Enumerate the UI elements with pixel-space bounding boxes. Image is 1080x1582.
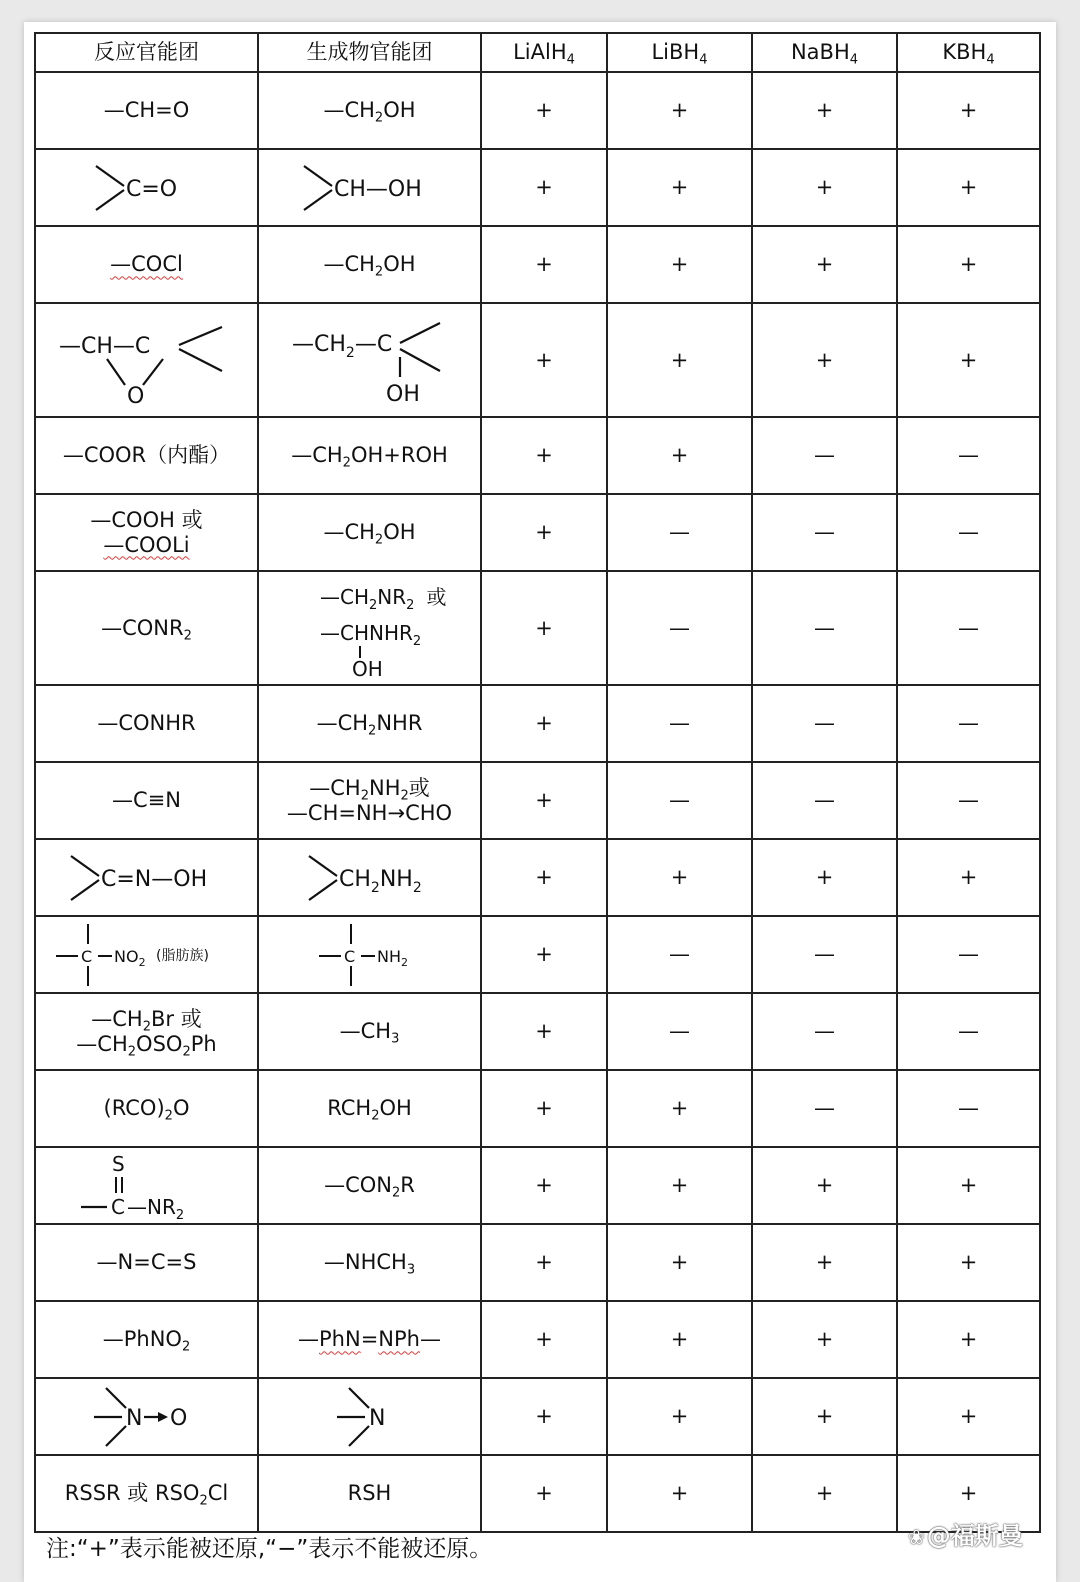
hydroxy-oh: OH [385,382,420,407]
thioamide-group: $—NR_2$ [126,1194,184,1223]
amine-line-1: $—CH_2NR_2$ 或 [319,585,446,613]
reactant-formula: —C≡N [112,788,181,813]
not-reducible-mark: — [897,571,1040,685]
reducible-mark: + [752,226,897,303]
hydroxy-ch2: $—CH_2—C$ [291,332,392,361]
header-reactant [35,33,258,72]
not-reducible-mark: — [607,685,752,762]
reactant-cell [35,1147,258,1224]
product-cell [258,571,481,685]
reactant-cell [35,993,258,1070]
header-subscript: 4 [849,52,859,68]
header-label: LiAlH [513,40,567,65]
reducible-mark: + [897,303,1040,417]
product-formula: $—CH_2OH$ [323,98,416,126]
table-row [35,1301,1040,1378]
reactant-line: $—CH_2OSO_2Ph$ [76,1031,217,1060]
product-formula: $RCH_2OH$ [327,1096,412,1124]
product-cell [258,1147,481,1224]
product-formula: $—CH_2OH$ [323,520,416,548]
reactant-formula: —CH=O [103,98,190,123]
n-oxide-structure [92,1384,202,1450]
reducible-mark: + [607,1147,752,1224]
not-reducible-mark: — [752,1070,897,1147]
header-label: 反应官能团 [94,40,199,65]
product-cell [258,417,481,494]
reactant-formula: $(RCO)_2O$ [103,1096,190,1124]
thioamide-structure [77,1151,217,1221]
watermark [908,1516,1023,1551]
header-kbh4 [897,33,1040,72]
reducible-mark: + [481,685,607,762]
product-cell [258,1455,481,1532]
amine-line-2: $—CHNHR_2$ [319,621,421,649]
not-reducible-mark: — [607,916,752,993]
thioamide-carbon: C [110,1194,125,1219]
reducible-mark: + [897,149,1040,226]
reducible-mark: + [481,1070,607,1147]
reactant-cell [35,303,258,417]
reducible-mark: + [481,916,607,993]
reducible-mark: + [897,1378,1040,1455]
not-reducible-mark: — [897,916,1040,993]
amine-c-carbon: C [343,946,355,966]
table-row [35,72,1040,149]
reactant-formula: —COCl [110,252,183,277]
epoxide-label: —CH—C [58,334,150,359]
product-cell [258,72,481,149]
reducible-mark: + [607,1224,752,1301]
reactant-formula: RSSR 或 $RSO_2Cl$ [64,1481,229,1509]
epoxide-structure [57,315,237,409]
table-row [35,1070,1040,1147]
product-formula: $—CH_2OH+ROH$ [291,443,448,471]
table-row [35,494,1040,571]
table-row [35,571,1040,685]
not-reducible-mark: — [752,571,897,685]
reducible-mark: + [607,1301,752,1378]
reducible-mark: + [752,149,897,226]
amine-c-group: $NH_2$ [376,946,408,969]
nitro-structure [52,920,242,990]
reducible-mark: + [481,494,607,571]
product-line: —CH=NH→CHO [286,800,453,825]
table-row [35,839,1040,916]
product-line: $—CH_2NH_2$或 [309,776,430,804]
oxime-structure [67,850,227,906]
amine-n-nitrogen: N [368,1405,385,1431]
table-row [35,993,1040,1070]
reducible-mark: + [607,1455,752,1532]
watermark-text: @福斯曼 [926,1522,1023,1550]
reactant-line: $—CH_2Br$ 或 [91,1007,202,1035]
reducible-mark: + [607,149,752,226]
thioamide-sulfur: S [111,1151,125,1176]
reducible-mark: + [481,993,607,1070]
amine-n-structure [335,1384,405,1450]
reactant-cell [35,149,258,226]
reactant-cell [35,762,258,839]
reducible-mark: + [752,1301,897,1378]
not-reducible-mark: — [752,762,897,839]
product-cell [258,839,481,916]
header-subscript: 4 [699,52,708,68]
footnote: 注:“+”表示能被还原,“−”表示不能被还原。 [46,1536,493,1562]
reactant-cell [35,226,258,303]
reactant-cell [35,916,258,993]
reactant-formula: $—CONR_2$ [101,615,192,644]
not-reducible-mark: — [897,1070,1040,1147]
header-label: 生成物官能团 [306,40,433,65]
reactant-cell [35,1378,258,1455]
header-subscript: 4 [566,52,575,68]
not-reducible-mark: — [752,993,897,1070]
hydroxy-structure [290,315,450,405]
primary-amine-structure [305,850,435,906]
not-reducible-mark: — [897,762,1040,839]
reactant-cell [35,571,258,685]
table-row [35,1147,1040,1224]
product-formula: —PhN=NPh— [298,1327,441,1352]
not-reducible-mark: — [607,571,752,685]
reactant-cell [35,417,258,494]
header-label: LiBH [651,40,700,65]
reactant-formula: —PhNO$_2$ [102,1327,191,1355]
product-formula: $—CH_2OH$ [323,252,416,280]
epoxide-oxygen: O [126,384,144,409]
reducible-mark: + [481,571,607,685]
ketone-label: C=O [125,176,177,202]
nitro-group: $NO_2$ [113,946,146,969]
header-row [35,33,1040,72]
table-row [35,149,1040,226]
header-label: NaBH [790,40,850,65]
product-cell [258,303,481,417]
reducible-mark: + [897,1147,1040,1224]
reducible-mark: + [897,839,1040,916]
product-cell [258,149,481,226]
alcohol-label: CH—OH [333,176,422,202]
table-row [35,1224,1040,1301]
amine-oh: OH [351,657,383,681]
n-oxide-nitrogen: N [125,1405,142,1431]
product-cell [258,762,481,839]
reducible-mark: + [481,1301,607,1378]
ketone-structure [92,160,202,216]
primary-amine-label: $CH_2NH_2$ [338,866,422,896]
reactant-line: —COOH 或 [90,508,203,533]
reducible-mark: + [607,303,752,417]
reducible-mark: + [607,72,752,149]
reactant-cell [35,494,258,571]
reducible-mark: + [752,72,897,149]
reducible-mark: + [752,1378,897,1455]
not-reducible-mark: — [607,993,752,1070]
amine-structure [280,578,460,681]
not-reducible-mark: — [752,685,897,762]
product-cell [258,1301,481,1378]
reducible-mark: + [607,839,752,916]
product-formula: $—CH_3$ [339,1019,400,1047]
reactant-cell [35,1301,258,1378]
not-reducible-mark: — [897,494,1040,571]
reactant-cell [35,1455,258,1532]
reducible-mark: + [607,417,752,494]
reducible-mark: + [897,1301,1040,1378]
header-subscript: 4 [986,52,995,68]
n-oxide-oxygen: O [169,1405,187,1431]
product-cell [258,993,481,1070]
reducible-mark: + [481,1147,607,1224]
reducible-mark: + [752,303,897,417]
product-cell [258,226,481,303]
reducible-mark: + [481,149,607,226]
product-cell [258,494,481,571]
reducible-mark: + [481,1455,607,1532]
product-cell [258,685,481,762]
reducible-mark: + [607,226,752,303]
reactant-cell [35,685,258,762]
reactant-line: —COOLi [103,532,190,557]
nitro-note: (脂肪族) [155,947,209,964]
header-product [258,33,481,72]
oxime-label: C=N—OH [100,866,207,892]
reducible-mark: + [481,762,607,839]
reduction-table [34,32,1041,1533]
header-label: KBH [942,40,987,65]
reducible-mark: + [481,1378,607,1455]
table-row [35,226,1040,303]
not-reducible-mark: — [607,494,752,571]
header-libh4 [607,33,752,72]
reducible-mark: + [481,226,607,303]
reducible-mark: + [481,839,607,916]
not-reducible-mark: — [752,916,897,993]
reducible-mark: + [481,303,607,417]
reducible-mark: + [481,1224,607,1301]
not-reducible-mark: — [752,417,897,494]
reactant-cell [35,72,258,149]
product-cell [258,1224,481,1301]
reducible-mark: + [607,1070,752,1147]
reactant-cell [35,1224,258,1301]
reducible-mark: + [897,1455,1040,1532]
alcohol-structure [300,160,440,216]
not-reducible-mark: — [752,494,897,571]
table-row [35,303,1040,417]
product-cell [258,1070,481,1147]
nitro-carbon: C [80,946,92,966]
table-row [35,417,1040,494]
reducible-mark: + [752,839,897,916]
reactant-cell [35,839,258,916]
not-reducible-mark: — [897,417,1040,494]
reactant-formula: —N=C=S [96,1250,197,1275]
reducible-mark: + [607,1378,752,1455]
product-formula: $—CON_2R$ [324,1173,415,1201]
table-row [35,1455,1040,1532]
product-cell [258,1378,481,1455]
reducible-mark: + [481,72,607,149]
reducible-mark: + [752,1147,897,1224]
product-formula: RSH [347,1481,392,1506]
product-formula: $—CH_2NHR$ [316,711,423,739]
product-formula: $—NHCH_3$ [323,1250,416,1278]
reactant-cell [35,1070,258,1147]
reducible-mark: + [897,226,1040,303]
table-row [35,916,1040,993]
reducible-mark: + [897,1224,1040,1301]
reducible-mark: + [481,417,607,494]
reducible-mark: + [752,1224,897,1301]
product-cell [258,916,481,993]
paw-print-icon: ❀ [908,1525,925,1549]
not-reducible-mark: — [607,762,752,839]
reactant-formula: —CONHR [97,711,196,736]
reducible-mark: + [897,72,1040,149]
table-row [35,685,1040,762]
reducible-mark: + [752,1455,897,1532]
header-lialh4 [481,33,607,72]
reactant-formula: —COOR（内酯） [62,443,231,468]
header-nabh4 [752,33,897,72]
table-row [35,1378,1040,1455]
not-reducible-mark: — [897,685,1040,762]
amine-c-structure [315,920,425,990]
not-reducible-mark: — [897,993,1040,1070]
table-row [35,762,1040,839]
